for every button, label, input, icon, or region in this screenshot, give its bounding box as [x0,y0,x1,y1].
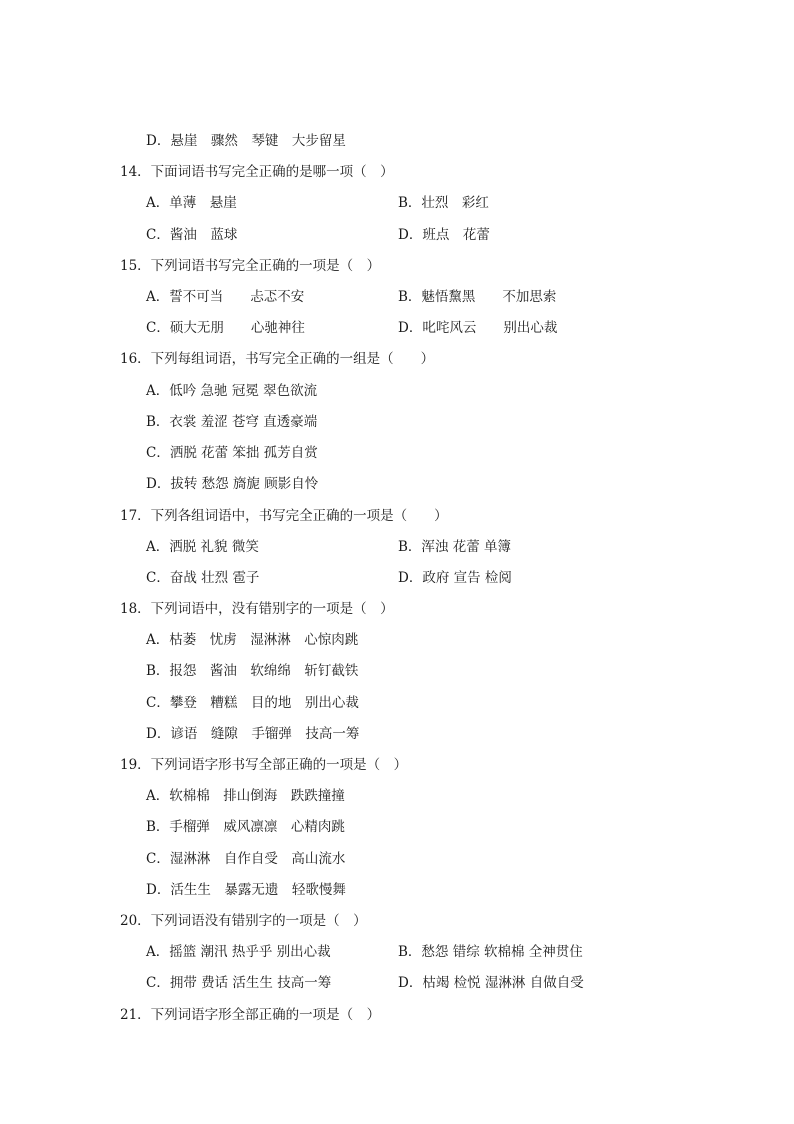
option-18-b: B．报怨 酱油 软绵绵 斩钉截铁 [146,663,359,679]
option-13-d: D．悬崖 骤然 琴键 大步留星 [146,133,346,149]
option-18-d: D．谚语 缝隙 手镏弹 技高一筹 [146,726,360,742]
question-15: 15．下列词语书写完全正确的一项是（ ） [120,258,381,274]
option-20-d: D．枯竭 检悦 湿淋淋 自做自受 [398,975,584,991]
option-15-a: A．誓不可当 忐忑不安 [146,289,305,305]
option-16-c: C．洒脱 花蕾 笨拙 孤芳自赏 [146,445,318,461]
option-15-d: D．叱咤风云 别出心裁 [398,320,558,336]
option-19-d: D．活生生 暴露无遗 轻歌慢舞 [146,882,346,898]
question-19: 19．下列词语字形书写全部正确的一项是（ ） [120,757,408,773]
option-16-a: A．低吟 急驰 冠冕 翠色欲流 [146,383,318,399]
option-20-b: B．愁怨 错综 软棉棉 全神贯住 [398,944,583,960]
question-18: 18．下列词语中，没有错别字的一项是（ ） [120,601,394,617]
question-17: 17．下列各组词语中，书写完全正确的一项是（ ） [120,508,448,524]
option-18-c: C．攀登 糟糕 目的地 别出心裁 [146,695,359,711]
option-14-d: D．班点 花蕾 [398,227,490,243]
option-15-b: B．魅悟黧黑 不加思索 [398,289,557,305]
option-19-b: B．手榴弹 威风凛凛 心精肉跳 [146,819,345,835]
option-16-d: D．拔转 愁怨 旖旎 顾影自怜 [146,476,319,492]
option-15-c: C．硕大无朋 心驰神往 [146,320,305,336]
option-18-a: A．枯萎 忧虏 湿淋淋 心惊肉跳 [146,632,359,648]
option-19-c: C．湿淋淋 自作自受 高山流水 [146,851,346,867]
option-14-c: C．酱油 蓝球 [146,227,238,243]
question-14: 14．下面词语书写完全正确的是哪一项（ ） [120,164,394,180]
option-17-a: A．洒脱 礼貌 微笑 [146,539,259,555]
option-17-c: C．奋战 壮烈 雹子 [146,570,260,586]
option-14-a: A．单薄 悬崖 [146,195,237,211]
option-20-a: A．摇篮 潮汛 热乎乎 别出心裁 [146,944,331,960]
question-20: 20．下列词语没有错别字的一项是（ ） [120,913,367,929]
option-20-c: C．拥带 费话 活生生 技高一筹 [146,975,332,991]
option-19-a: A．软棉棉 排山倒海 跌跌撞撞 [146,788,345,804]
option-17-d: D．政府 宣告 检阅 [398,570,512,586]
question-16: 16．下列每组词语，书写完全正确的一组是（ ） [120,351,435,367]
option-14-b: B．壮烈 彩红 [398,195,489,211]
option-17-b: B．浑浊 花蕾 单簿 [398,539,512,555]
question-21: 21．下列词语字形全部正确的一项是（ ） [120,1007,381,1023]
option-16-b: B．衣裳 羞涩 苍穹 直透豪端 [146,414,318,430]
